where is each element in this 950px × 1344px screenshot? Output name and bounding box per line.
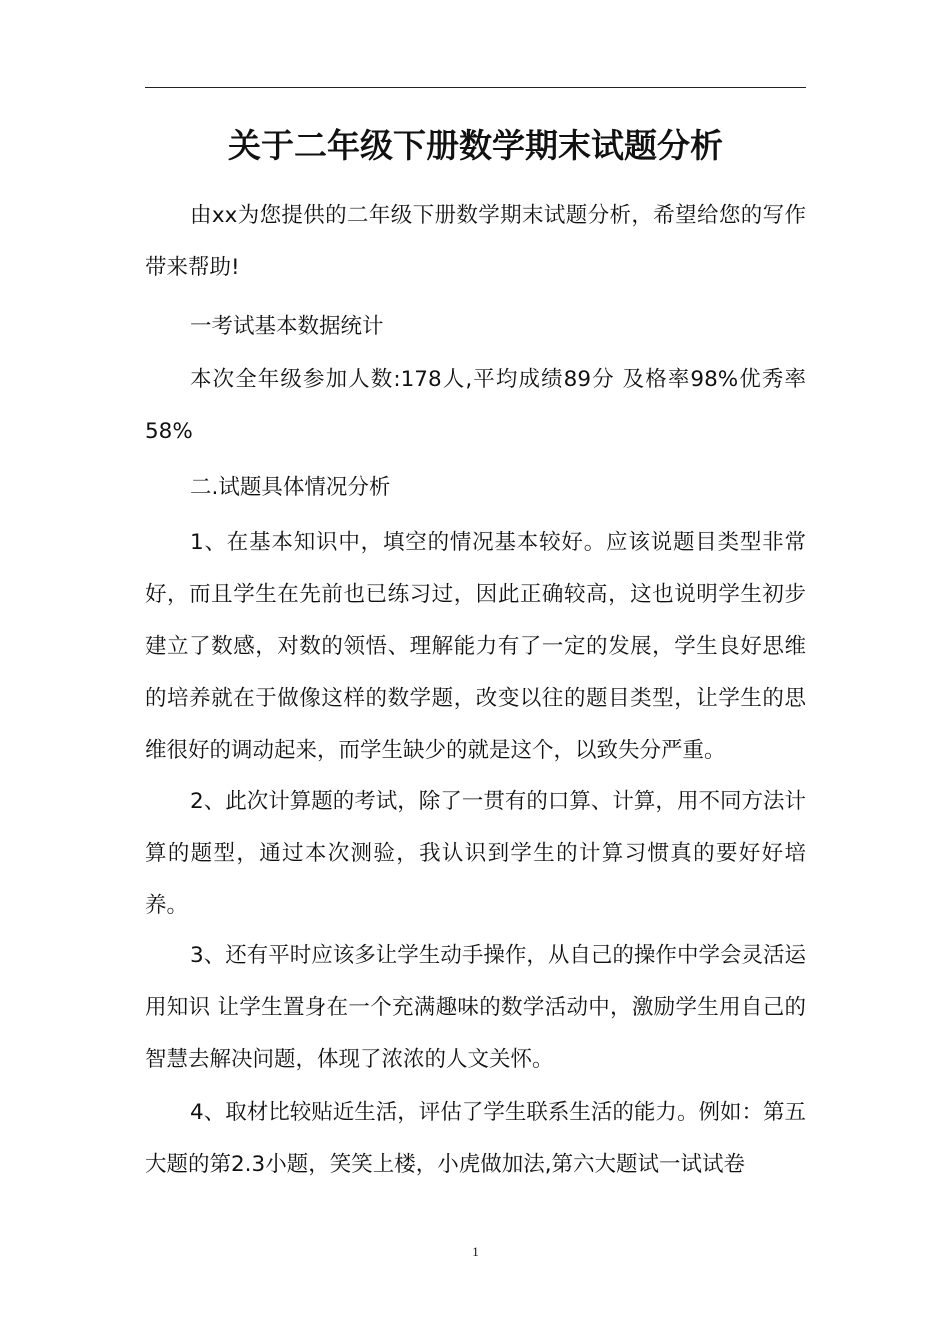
- paragraph-point-1: 1、在基本知识中，填空的情况基本较好。应该说题目类型非常好，而且学生在先前也已练习过，因此正确较高，这也说明学生初步建立了数感，对数的领悟、理解能力有了一定的发展，学生良好思维的培养就在于做像这样的数学题，改变以往的题目类型，让学生的思维很好的调动起来，而学生缺少的就是这个，以致失分严重。: [145, 530, 806, 763]
- paragraph-intro: 由xx为您提供的二年级下册数学期末试题分析，希望给您的写作带来帮助!: [145, 203, 806, 280]
- paragraph-point-3: 3、还有平时应该多让学生动手操作，从自己的操作中学会灵活运用知识 让学生置身在一个充满趣味的数学活动中，激励学生用自己的智慧去解决问题，体现了浓浓的人文关怀。: [145, 943, 806, 1072]
- paragraph-point-2: 2、此次计算题的考试，除了一贯有的口算、计算，用不同方法计算的题型，通过本次测验，我认识到学生的计算习惯真的要好好培养。: [145, 789, 806, 918]
- heading-section-2: 二.试题具体情况分析: [190, 475, 391, 500]
- header-rule: [145, 87, 806, 88]
- document-title: 关于二年级下册数学期末试题分析: [228, 126, 723, 165]
- paragraph-statistics: 本次全年级参加人数:178人,平均成绩89分 及格率98%优秀率58%: [145, 367, 806, 444]
- paragraph-point-4: 4、取材比较贴近生活，评估了学生联系生活的能力。例如：第五大题的第2.3小题，笑笑上楼，小虎做加法,第六大题试一试试卷: [145, 1100, 806, 1177]
- page-number: 1: [472, 1244, 479, 1259]
- heading-section-1: 一考试基本数据统计: [190, 314, 384, 339]
